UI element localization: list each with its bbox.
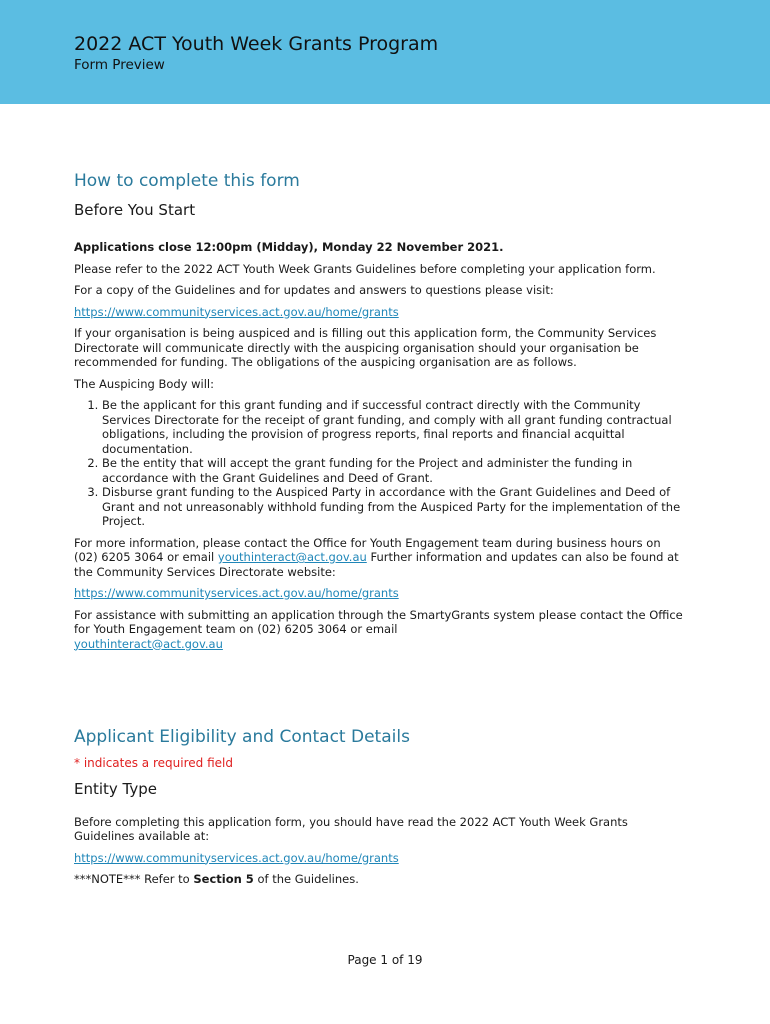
closing-date-notice: Applications close 12:00pm (Midday), Monday 22 November 2021. [74,240,504,254]
more-information-paragraph [74,536,684,580]
grants-link-3[interactable]: https://www.communityservices.act.gov.au/home/grants [74,850,399,865]
note-bold-text: Section 5 [193,872,254,886]
page-number: Page 1 of 19 [347,953,423,967]
grants-link-2[interactable]: https://www.communityservices.act.gov.au/home/grants [74,586,399,600]
more-info-text: For more information, please contact the Office for Youth Engagement team during business hours on (02) 6205 3064 or email [74,535,661,564]
auspicing-obligations-list [74,398,684,529]
auspiced-paragraph: If your organisation is being auspiced and is filling out this application form, the Community Services Directorate will communicate directly with the auspicing organisation should your organisation be recommended for funding. The obligations of the auspicing organisation are as follows. [74,326,657,369]
guidelines-paragraph: Please refer to the 2022 ACT Youth Week Grants Guidelines before completing your application form. [74,261,656,276]
auspicing-body-intro: The Auspicing Body will: [74,376,214,391]
guidelines-copy-paragraph: For a copy of the Guidelines and for updates and answers to questions please visit: [74,283,554,297]
form-content [74,170,684,887]
required-field-note: * indicates a required field [74,756,233,770]
note-text: ***NOTE*** Refer to [74,872,194,886]
list-item: 3. Disburse grant funding to the Auspiced Party in accordance with the Grant Guidelines and Deed of Grant and not unreasonably withhold funding from the Auspiced Party for the implementation of the Project. [102,485,684,529]
section-heading-eligibility: Applicant Eligibility and Contact Details [74,727,410,747]
page-header [0,0,770,104]
entity-type-paragraph: Before completing this application form, you should have read the 2022 ACT Youth Week Grants Guidelines available at: [74,814,628,843]
grants-link[interactable]: https://www.communityservices.act.gov.au/home/grants [74,304,399,319]
section-heading-how-to-complete: How to complete this form [74,171,300,191]
assistance-email-link[interactable]: youthinteract@act.gov.au [74,636,223,651]
list-item: 2. Be the entity that will accept the grant funding for the Project and administer the funding in accordance with the Grant Guidelines and Deed of Grant. [102,456,684,485]
subheading-entity-type: Entity Type [74,779,158,798]
section-note [74,872,684,887]
assistance-text: For assistance with submitting an application through the SmartyGrants system please contact the Office for Youth Engagement team on (02) 6205 3064 or email [74,607,683,636]
list-item: 1. Be the applicant for this grant funding and if successful contract directly with the Community Services Directorate for the receipt of grant funding, and comply with all grant funding contractual obligations, including the provision of progress reports, final reports and financial acquittal documentation. [102,398,684,456]
contact-email-link[interactable]: youthinteract@act.gov.au [217,550,367,564]
subheading-before-you-start: Before You Start [74,201,196,219]
more-info-text-cont: Further information and updates can also be found at the Community Services Directorate website: [74,550,679,579]
form-title: 2022 ACT Youth Week Grants Program [74,33,439,55]
assistance-paragraph [74,608,684,652]
note-text-end: of the Guidelines. [253,872,359,886]
form-subtitle: Form Preview [74,57,165,73]
